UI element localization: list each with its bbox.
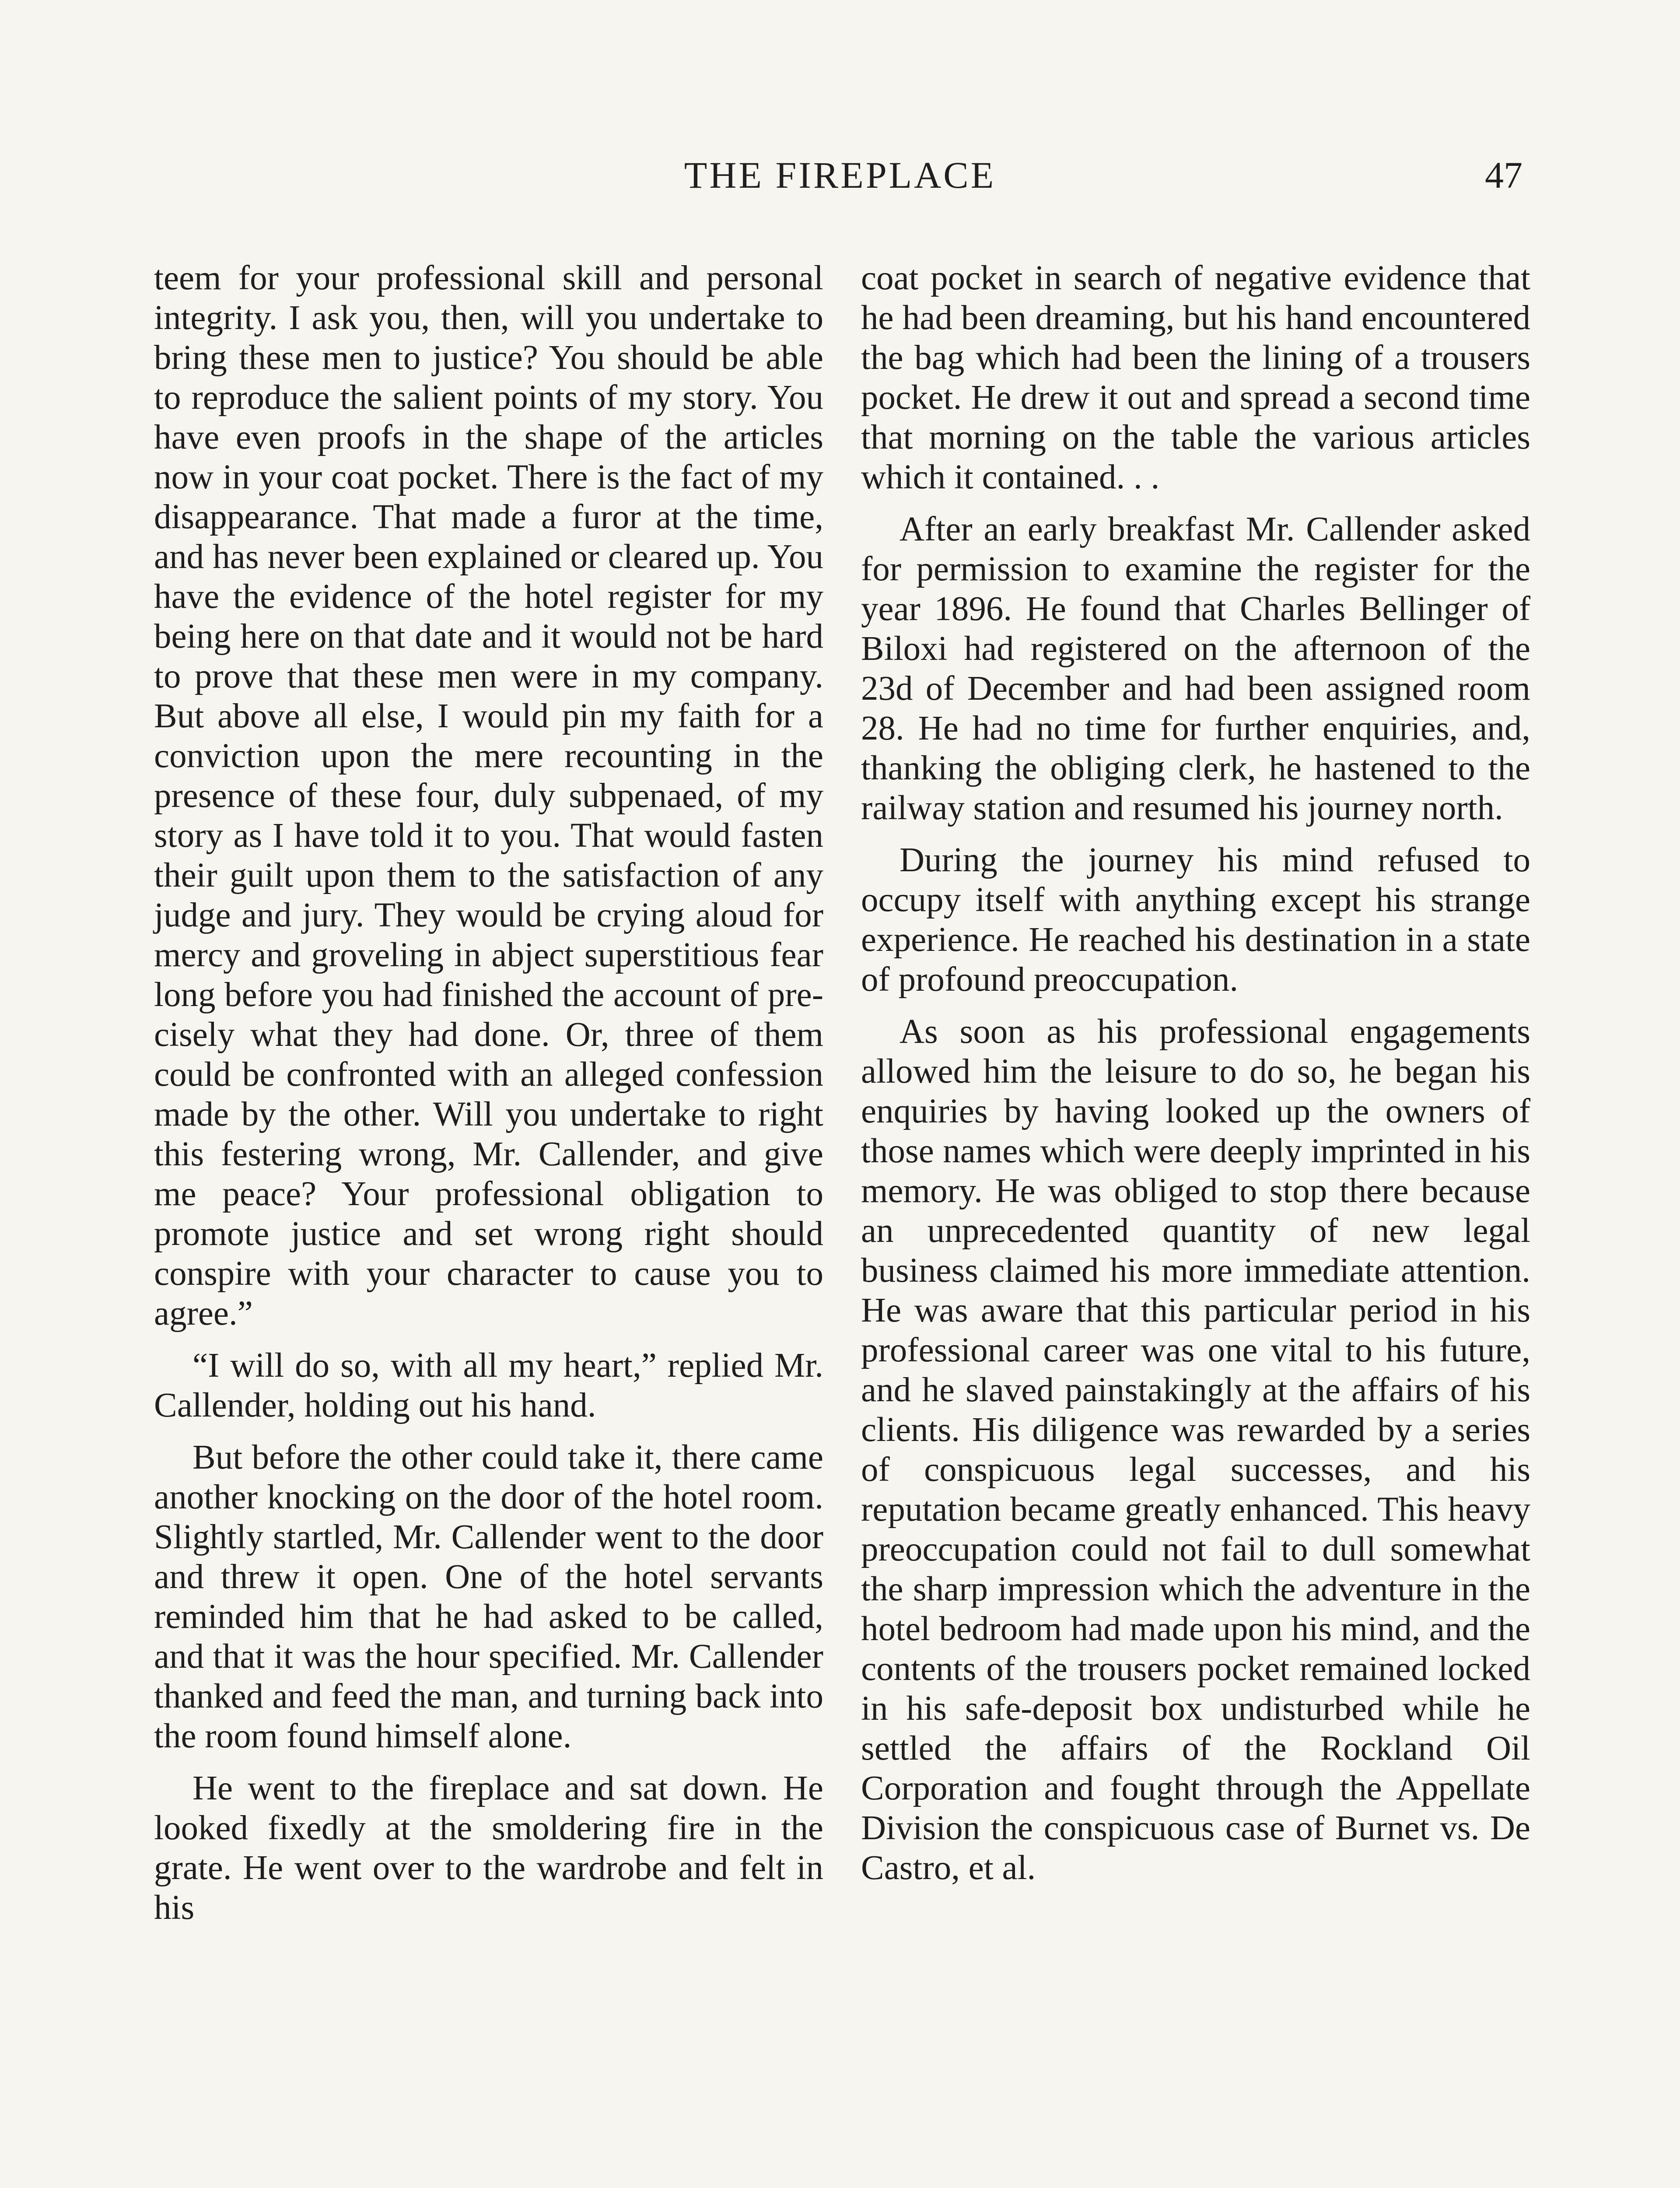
paragraph: During the journey his mind refused to occupy itself with anything except his strange experience. He reached his destination in a state of profound preoccupation. <box>861 841 1530 999</box>
paragraph: After an early breakfast Mr. Callender asked for permission to examine the register for the year 1896. He found that Charles Bellinger of Biloxi had registered on the afternoon of the 23d of December and had been assigned room 28. He had no time for further enquiries, and, thanking the obliging clerk, he hastened to the railway station and resumed his journey north. <box>861 510 1530 827</box>
paragraph: But before the other could take it, there came another knocking on the door of the hotel room. Slightly startled, Mr. Callender went to the door and threw it open. One of the hotel servants reminded him that he had asked to be called, and that it was the hour specified. Mr. Callender thanked and feed the man, and turning back into the room found himself alone. <box>154 1438 823 1755</box>
right-text-column <box>861 258 1530 1900</box>
paragraph: “I will do so, with all my heart,” replied Mr. Callender, holding out his hand. <box>154 1346 823 1424</box>
left-text-column <box>154 258 823 1940</box>
paragraph: As soon as his professional engagements allowed him the leisure to do so, he began his enquiries by having looked up the owners of those names which were deeply imprinted in his memory. He was obliged to stop there because an unprecedented quantity of new legal business claimed his more immediate attention. He was aware that this particular period in his professional career was one vital to his future, and he slaved painstakingly at the affairs of his clients. His diligence was rewarded by a series of conspicuous legal successes, and his reputation became greatly enhanced. This heavy preoccupation could not fail to dull somewhat the sharp impression which the adventure in the hotel bedroom had made upon his mind, and the contents of the trousers pocket remained locked in his safe-deposit box undisturbed while he settled the affairs of the Rockland Oil Corporation and fought through the Appellate Division the conspicuous case of Burnet vs. De Castro, et al. <box>861 1013 1530 1887</box>
page-number: 47 <box>1485 154 1522 196</box>
paragraph: coat pocket in search of negative evidence that he had been dreaming, but his hand encountered the bag which had been the lining of a trousers pocket. He drew it out and spread a second time that morning on the table the various articles which it contained. . . <box>861 259 1530 496</box>
paragraph: He went to the fireplace and sat down. He looked fixedly at the smoldering fire in the grate. He went over to the wardrobe and felt in his <box>154 1769 823 1927</box>
paragraph: teem for your professional skill and personal integrity. I ask you, then, will you undertake to bring these men to justice? You should be able to reproduce the salient points of my story. You have even proofs in the shape of the articles now in your coat pocket. There is the fact of my disappearance. That made a furor at the time, and has never been explained or cleared up. You have the evidence of the hotel register for my being here on that date and it would not be hard to prove that these men were in my company. But above all else, I would pin my faith for a conviction upon the mere recounting in the presence of these four, duly subpenaed, of my story as I have told it to you. That would fasten their guilt upon them to the satisfaction of any judge and jury. They would be crying aloud for mercy and groveling in abject superstitious fear long before you had finished the account of precisely what they had done. Or, three of them could be confronted with an alleged confession made by the other. Will you undertake to right this festering wrong, Mr. Callender, and give me peace? Your professional obligation to promote justice and set wrong right should conspire with your character to cause you to agree.” <box>154 259 823 1332</box>
running-header-title: THE FIREPLACE <box>684 154 996 196</box>
